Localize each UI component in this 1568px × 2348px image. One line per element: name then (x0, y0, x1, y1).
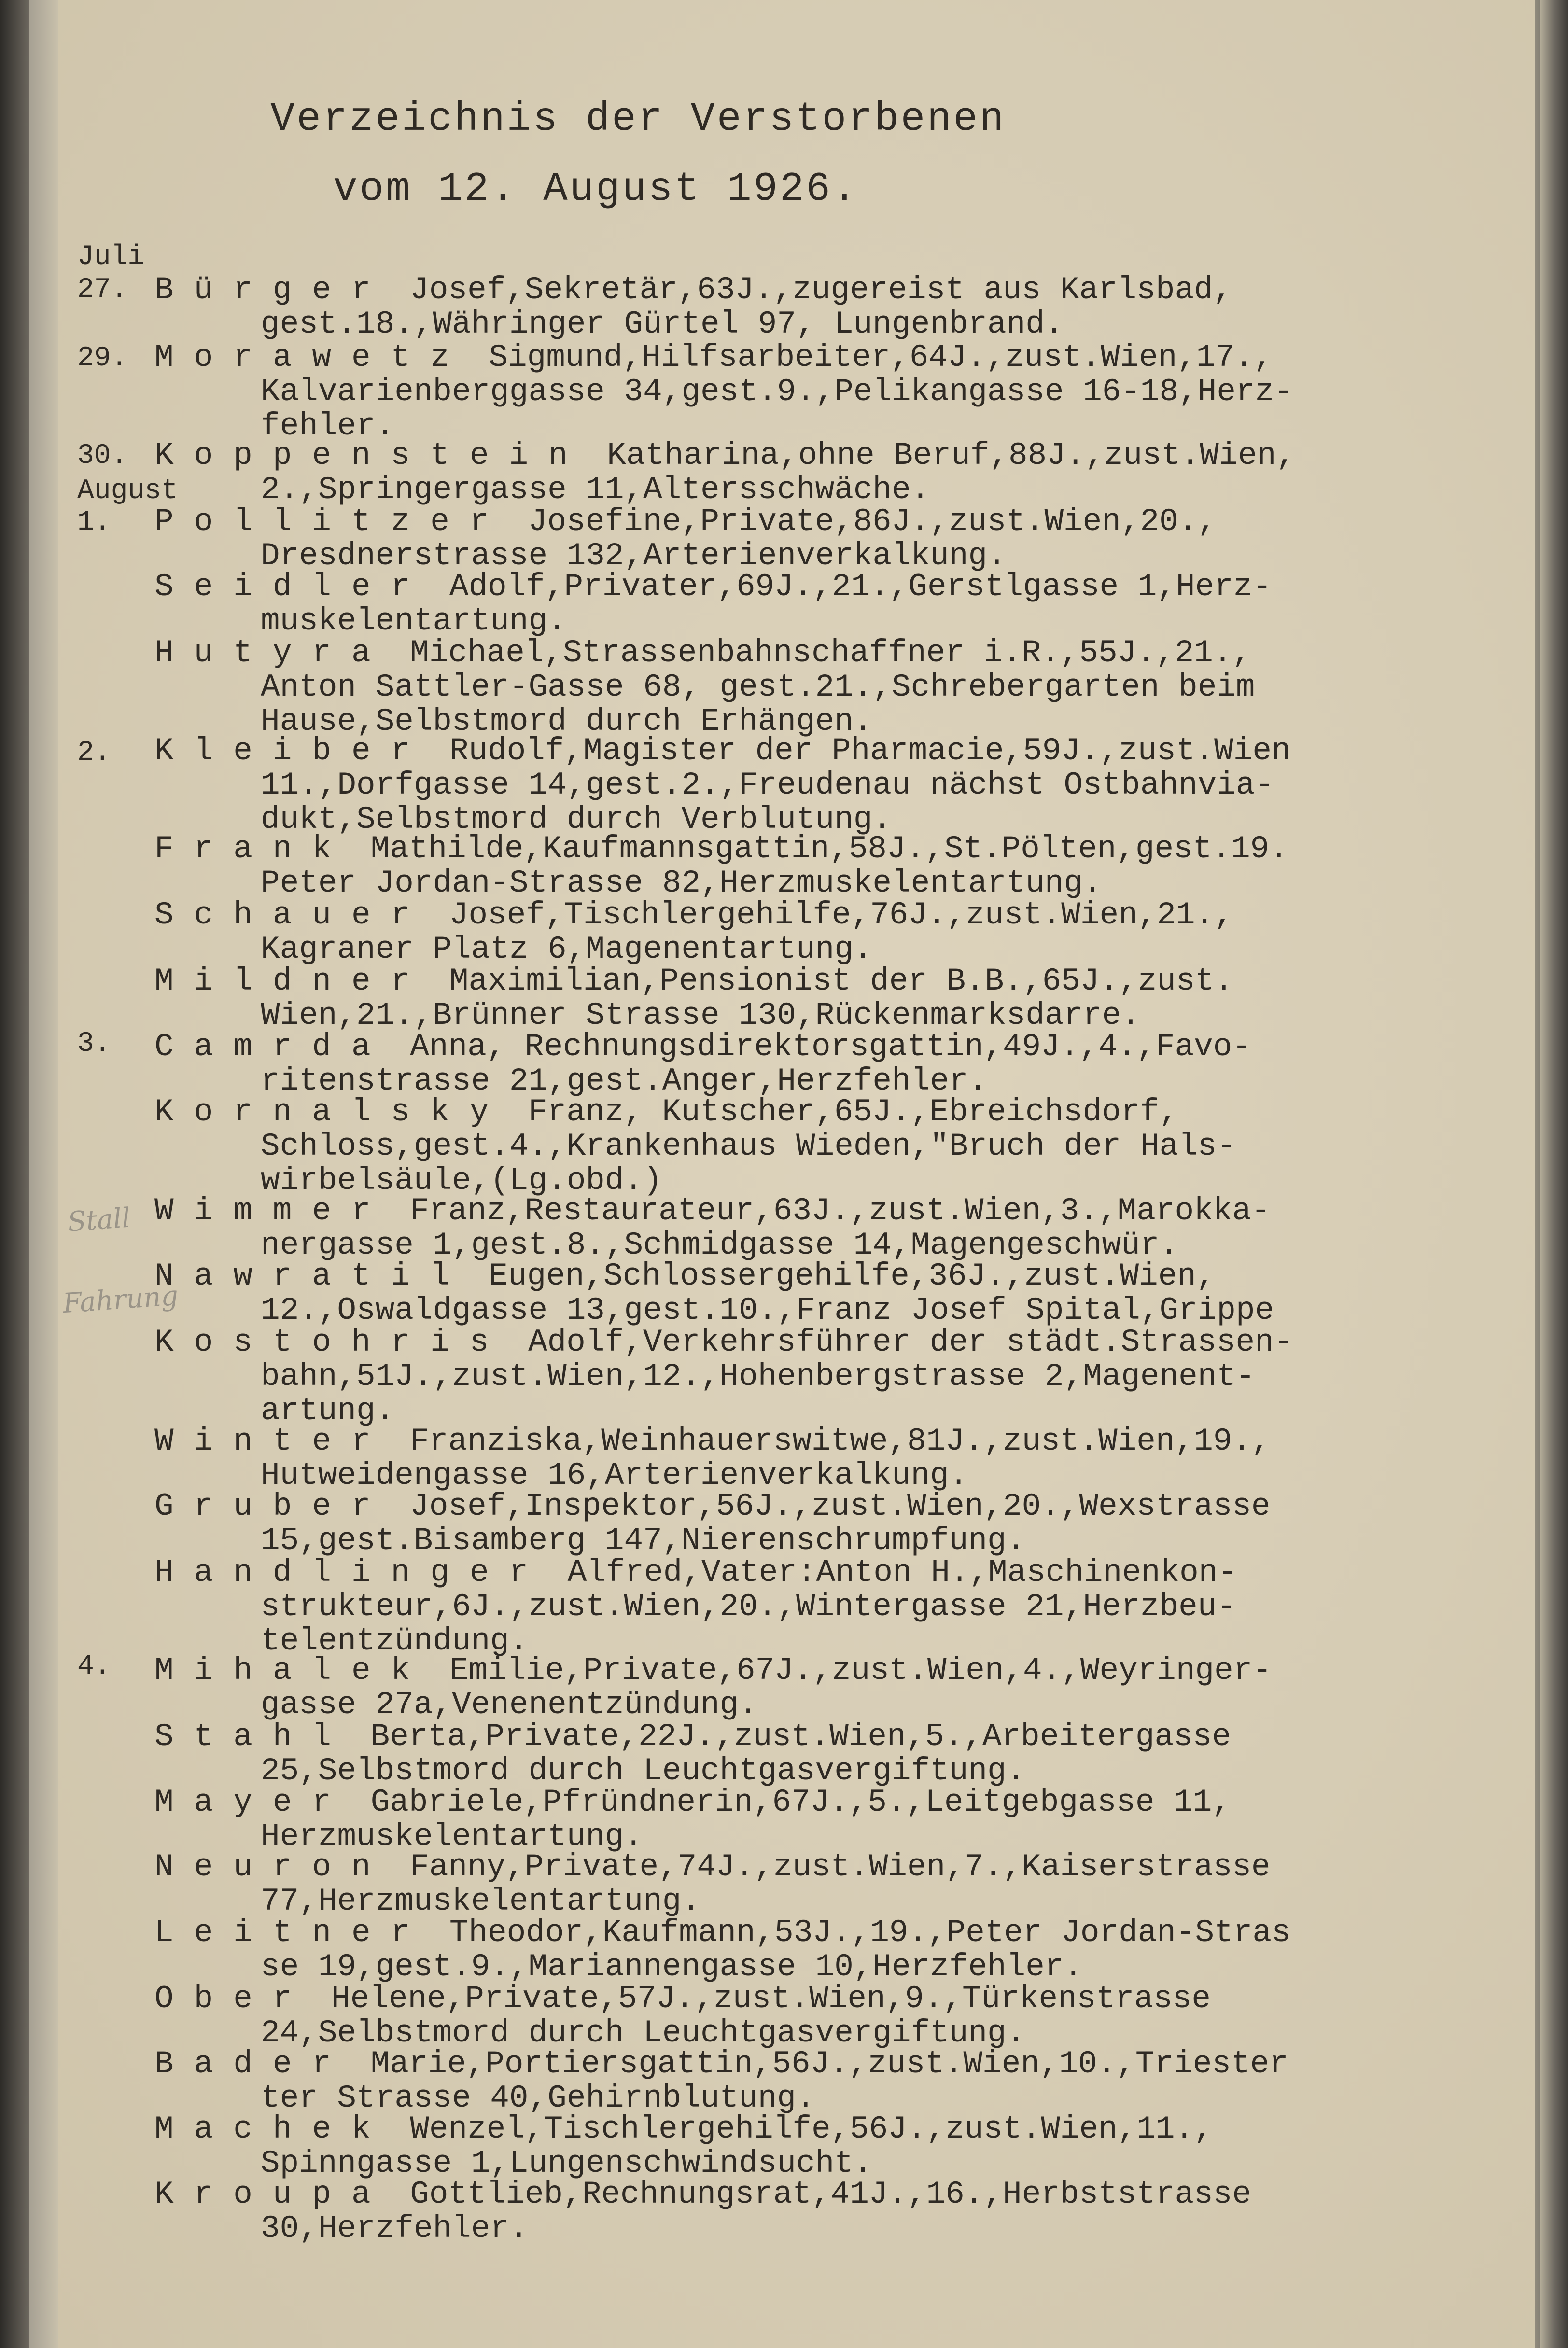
entry-line: gest.18.,Währinger Gürtel 97, Lungenbrand. (261, 306, 1064, 342)
entry-details: Wenzel,Tischlergehilfe,56J.,zust.Wien,11., (391, 2111, 1213, 2147)
entry-surname: Bürger (154, 272, 391, 308)
entry-line: Hutweidengasse 16,Arterienverkalkung. (261, 1457, 968, 1494)
date-label: Juli (77, 241, 145, 273)
entry (154, 1325, 1381, 1428)
entry-line: se 19,gest.9.,Mariannengasse 10,Herzfehler. (261, 1949, 1083, 1985)
entry-line (154, 1915, 1381, 1950)
handwritten-note: Stall (66, 1202, 132, 1238)
entry-surname: Machek (154, 2111, 391, 2147)
entry-surname: Wimmer (154, 1193, 391, 1229)
entry-line: ter Strasse 40,Gehirnblutung. (261, 2080, 815, 2116)
entry-line: 77,Herzmuskelentartung. (261, 1883, 700, 1919)
entry-line: Hause,Selbstmord durch Erhängen. (261, 703, 873, 740)
entry-line (154, 1555, 1381, 1590)
date-label: 4. (77, 1651, 111, 1682)
date-label: 30. (77, 440, 128, 472)
entry-line (154, 1785, 1381, 1819)
entry-line: Herzmuskelentartung. (261, 1818, 644, 1855)
date-label: 27. (77, 274, 128, 306)
entry-line (154, 1489, 1381, 1523)
entry (154, 1095, 1381, 1198)
entry-details: Marie,Portiersgattin,56J.,zust.Wien,10.,Triester (351, 2046, 1288, 2082)
entry-line: Dresdnerstrasse 132,Arterienverkalkung. (261, 538, 1007, 574)
entry-line: 24,Selbstmord durch Leuchtgasvergiftung. (261, 2015, 1026, 2051)
date-label: 29. (77, 343, 128, 374)
entry (154, 1555, 1381, 1658)
entry-line (154, 1194, 1381, 1228)
entry (154, 1489, 1381, 1558)
entry-surname: Winter (154, 1423, 391, 1459)
entry-line (154, 504, 1381, 539)
entry-line (154, 1653, 1381, 1688)
entry-surname: Handlinger (154, 1554, 549, 1591)
entry-details: Franz, Kutscher,65J.,Ebreichsdorf, (509, 1094, 1178, 1130)
entry-line: Peter Jordan-Strasse 82,Herzmuskelentartung. (261, 865, 1102, 901)
entry-line (154, 570, 1381, 604)
entry-line: 30,Herzfehler. (261, 2210, 529, 2247)
entry (154, 504, 1381, 573)
entry-line: Kagraner Platz 6,Magenentartung. (261, 931, 873, 967)
entry-surname: Kornalsky (154, 1094, 509, 1130)
entry-line (154, 340, 1381, 375)
entry-line: fehler. (261, 408, 395, 444)
entry-line (154, 1424, 1381, 1458)
handwritten-note: Fahrung (62, 1280, 180, 1320)
entry-line: nergasse 1,gest.8.,Schmidgasse 14,Magengeschwür. (261, 1227, 1179, 1263)
entry-surname: Morawetz (154, 339, 470, 376)
entry (154, 2112, 1381, 2180)
entry-details: Josefine,Private,86J.,zust.Wien,20., (509, 503, 1217, 540)
entry-details: Josef,Tischlergehilfe,76J.,zust.Wien,21., (430, 897, 1233, 933)
entry-line (154, 1095, 1381, 1129)
entry (154, 1719, 1381, 1788)
page-title: Verzeichnis der Verstorbenen (270, 97, 1006, 142)
entry-line (154, 1259, 1381, 1293)
entry-details: Adolf,Privater,69J.,21.,Gerstlgasse 1,Herz- (430, 569, 1272, 605)
entry-surname: Hutyra (154, 635, 391, 671)
spine-edge (0, 0, 29, 2348)
entry-line (154, 2047, 1381, 2081)
date-label: August (77, 475, 178, 507)
entry-line (154, 964, 1381, 998)
entry (154, 1030, 1381, 1098)
entry-details: Maximilian,Pensionist der B.B.,65J.,zust. (430, 963, 1233, 999)
entry-surname: Gruber (154, 1488, 391, 1524)
entry (154, 1785, 1381, 1854)
entry-details: Michael,Strassenbahnschaffner i.R.,55J.,21., (391, 635, 1251, 671)
entry (154, 1194, 1381, 1262)
entry-surname: Mildner (154, 963, 431, 999)
entry-details: Gabriele,Pfründnerin,67J.,5.,Leitgebgasse 11, (351, 1784, 1231, 1820)
date-label: 2. (77, 737, 111, 769)
entry-surname: Neuron (154, 1849, 391, 1885)
page-subtitle: vom 12. August 1926. (333, 167, 859, 212)
page-edge (1540, 0, 1568, 2348)
entry (154, 1259, 1381, 1328)
entry-line: artung. (261, 1393, 395, 1429)
entry (154, 898, 1381, 966)
entry-line: dukt,Selbstmord durch Verblutung. (261, 801, 892, 838)
entry-details: Anna, Rechnungsdirektorsgattin,49J.,4.,Favo- (391, 1029, 1251, 1065)
entry (154, 2177, 1381, 2246)
entry-details: Adolf,Verkehrsführer der städt.Strassen- (509, 1324, 1293, 1360)
entry (154, 832, 1381, 900)
entry-line: Anton Sattler-Gasse 68, gest.21.,Schrebergarten beim (261, 669, 1255, 705)
entry-surname: Kleiber (154, 733, 431, 769)
date-label: 1. (77, 507, 111, 538)
entry-details: Eugen,Schlossergehilfe,36J.,zust.Wien, (469, 1258, 1216, 1294)
entry-line (154, 1982, 1381, 2016)
entry-surname: Stahl (154, 1719, 352, 1755)
entry-line: bahn,51J.,zust.Wien,12.,Hohenbergstrasse 2,Magenent- (261, 1358, 1255, 1395)
entry-line: strukteur,6J.,zust.Wien,20.,Wintergasse 21,Herzbeu- (261, 1589, 1236, 1625)
entry-line: telentzündung. (261, 1623, 529, 1659)
entry-line: 12.,Oswaldgasse 13,gest.10.,Franz Josef Spital,Grippe (261, 1292, 1274, 1328)
entry-line: 15,gest.Bisamberg 147,Nierenschrumpfung. (261, 1523, 1026, 1559)
entry-surname: Kroupa (154, 2176, 391, 2212)
entry-details: Franziska,Weinhauerswitwe,81J.,zust.Wien,19., (391, 1423, 1271, 1459)
entry-line: 11.,Dorfgasse 14,gest.2.,Freudenau nächst Ostbahnvia- (261, 767, 1274, 803)
entry-details: Alfred,Vater:Anton H.,Maschinenkon- (548, 1554, 1237, 1591)
entry-details: Berta,Private,22J.,zust.Wien,5.,Arbeitergasse (351, 1719, 1231, 1755)
entry-surname: Kostohris (154, 1324, 509, 1360)
entry (154, 1850, 1381, 1918)
entry-surname: Bader (154, 2046, 352, 2082)
entry-line (154, 832, 1381, 866)
entry-surname: Pollitzer (154, 503, 509, 540)
entry-details: Josef,Sekretär,63J.,zugereist aus Karlsbad, (391, 272, 1232, 308)
entry-line (154, 1719, 1381, 1754)
entry-surname: Schauer (154, 897, 431, 933)
entry-line (154, 636, 1381, 670)
entry-line: wirbelsäule,(Lg.obd.) (261, 1162, 662, 1199)
entry-surname: Seidler (154, 569, 431, 605)
entry (154, 273, 1381, 341)
entry-line (154, 1850, 1381, 1884)
entry-line (154, 1325, 1381, 1359)
entry-details: Josef,Inspektor,56J.,zust.Wien,20.,Wexstrasse (391, 1488, 1271, 1524)
entry (154, 1424, 1381, 1493)
entry-line: Wien,21.,Brünner Strasse 130,Rückenmarksdarre. (261, 997, 1140, 1034)
entry-line (154, 734, 1381, 768)
entry-details: Katharina,ohne Beruf,88J.,zust.Wien, (588, 437, 1296, 474)
entry-line: Spinngasse 1,Lungenschwindsucht. (261, 2145, 873, 2181)
entry-surname: Leitner (154, 1915, 431, 1951)
entry (154, 1653, 1381, 1722)
entry-surname: Ober (154, 1981, 312, 2017)
entry (154, 964, 1381, 1033)
entry-surname: Nawratil (154, 1258, 470, 1294)
entry-surname: Mihalek (154, 1652, 431, 1689)
entry-line (154, 898, 1381, 932)
entry-line (154, 2112, 1381, 2146)
entry (154, 340, 1381, 443)
entry-details: Emilie,Private,67J.,zust.Wien,4.,Weyringer- (430, 1652, 1272, 1689)
entry-details: Franz,Restaurateur,63J.,zust.Wien,3.,Marokka- (391, 1193, 1271, 1229)
entry-surname: Camrda (154, 1029, 391, 1065)
entry-details: Gottlieb,Rechnungsrat,41J.,16.,Herbststrasse (391, 2176, 1251, 2212)
entry-line: Schloss,gest.4.,Krankenhaus Wieden,"Bruch der Hals- (261, 1128, 1236, 1164)
entry-details: Helene,Private,57J.,zust.Wien,9.,Türkenstrasse (312, 1981, 1211, 2017)
entry-surname: Koppenstein (154, 437, 588, 474)
entry-line: 2.,Springergasse 11,Altersschwäche. (261, 472, 930, 508)
entry (154, 2047, 1381, 2115)
entry (154, 636, 1381, 739)
entry-line (154, 1030, 1381, 1064)
date-label: 3. (77, 1028, 111, 1060)
entry-line (154, 2177, 1381, 2211)
entry-details: Fanny,Private,74J.,zust.Wien,7.,Kaiserstrasse (391, 1849, 1271, 1885)
entry-line: gasse 27a,Venenentzündung. (261, 1687, 758, 1723)
entry-line (154, 273, 1381, 307)
entry-line: Kalvarienberggasse 34,gest.9.,Pelikangasse 16-18,Herz- (261, 374, 1293, 410)
entry (154, 570, 1381, 638)
entry-surname: Mayer (154, 1784, 352, 1820)
entry (154, 1915, 1381, 1984)
entry (154, 1982, 1381, 2050)
entry-line: muskelentartung. (261, 603, 567, 639)
entry-details: Theodor,Kaufmann,53J.,19.,Peter Jordan-Stras (430, 1915, 1291, 1951)
entry (154, 438, 1381, 507)
entry-details: Sigmund,Hilfsarbeiter,64J.,zust.Wien,17., (469, 339, 1273, 376)
entry-line: 25,Selbstmord durch Leuchtgasvergiftung. (261, 1753, 1026, 1789)
entry-line: ritenstrasse 21,gest.Anger,Herzfehler. (261, 1063, 988, 1099)
entry-details: Mathilde,Kaufmannsgattin,58J.,St.Pölten,gest.19. (351, 831, 1288, 867)
entry-surname: Frank (154, 831, 352, 867)
entry (154, 734, 1381, 837)
entry-line (154, 438, 1381, 473)
entry-details: Rudolf,Magister der Pharmacie,59J.,zust.Wien (430, 733, 1291, 769)
